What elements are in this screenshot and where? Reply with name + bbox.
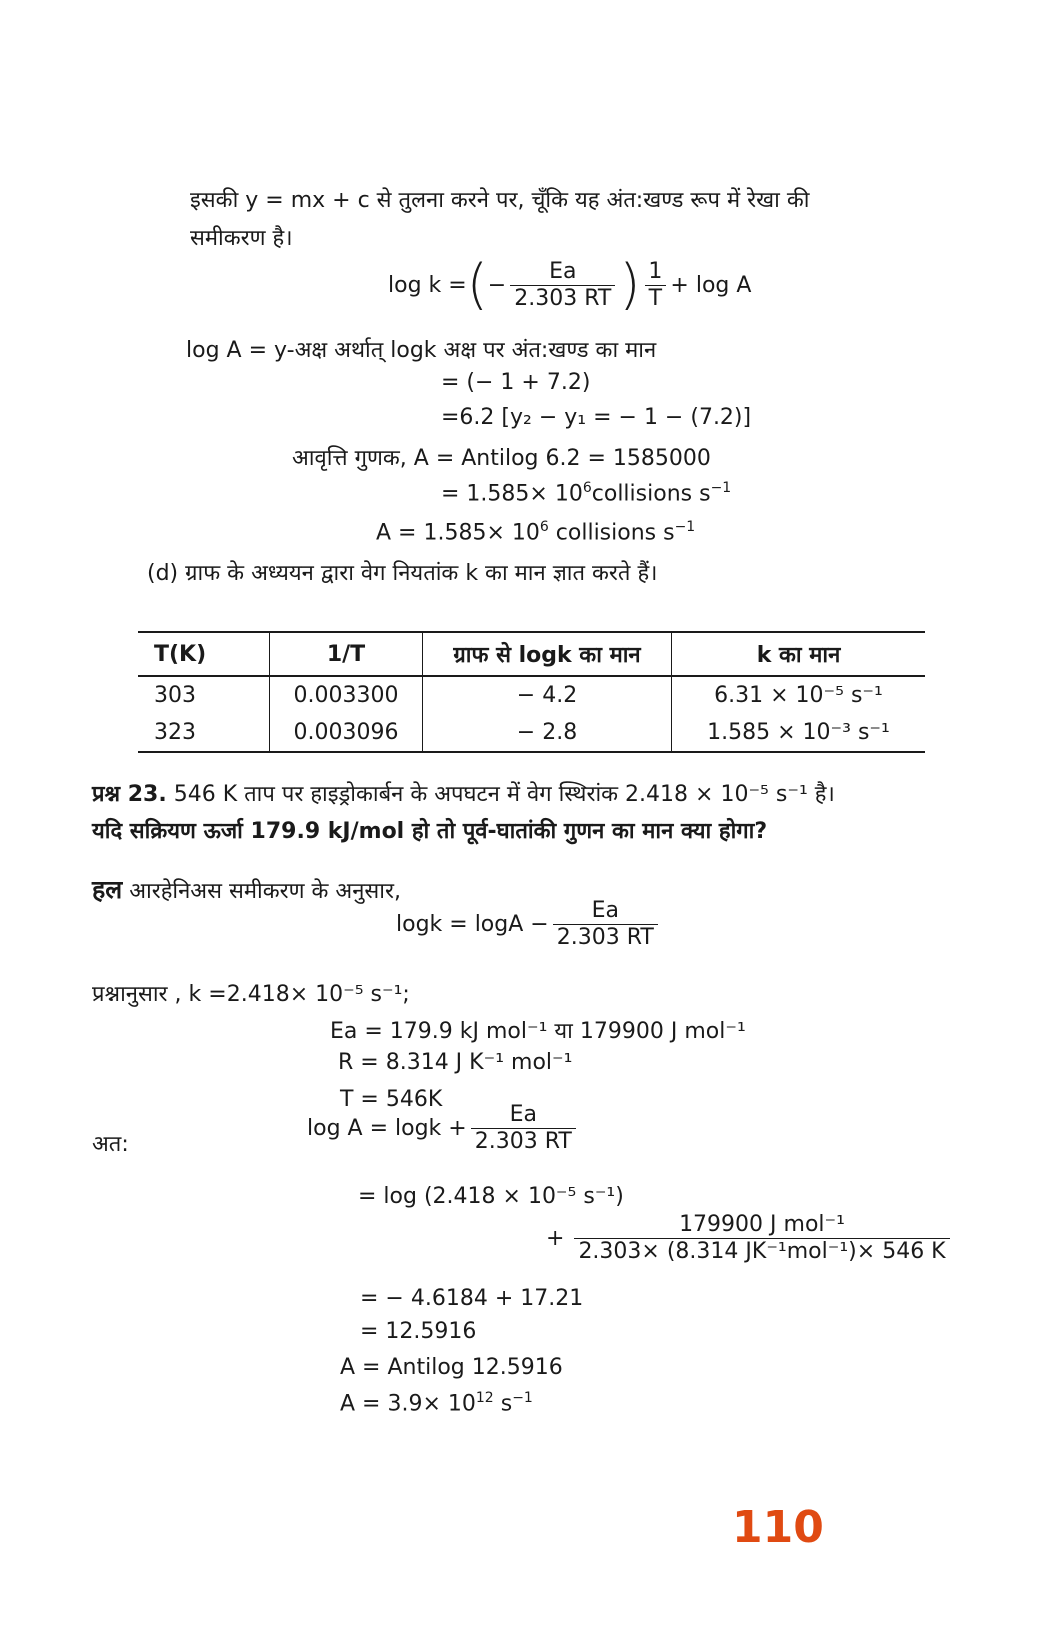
eq1-close-paren: ) [619,253,641,316]
table-row [138,714,925,752]
step7-exp2: −1 [512,1390,533,1406]
step7-pre: A = 3.9× 10 [340,1391,476,1417]
loga-line-1: log A = y-अक्ष अर्थात् logk अक्ष पर अंत:खण्ड का मान [186,338,657,363]
given-k-line [92,978,410,1008]
eq1-reciprocal-t [644,259,666,312]
step6: A = Antilog 12.5916 [340,1355,563,1380]
freq-line-2-post: collisions s [591,481,711,507]
solution-intro [92,872,401,906]
table-row [138,676,925,714]
arrhenius-lhs: logk = logA − [396,912,549,937]
step4: = − 4.6184 + 17.21 [360,1286,584,1311]
eq1-t: T [645,285,666,312]
freq-line-3 [376,519,695,545]
freq-line-2-exp: 6 [582,480,592,496]
step1-denominator: 2.303 RT [471,1128,576,1155]
table-cell: − 2.8 [423,714,672,752]
question-label: प्रश्न 23. [92,782,167,807]
intro-line-2: समीकरण है। [190,226,293,251]
hence-label: अत: [92,1132,129,1157]
table-cell: 0.003096 [270,714,423,752]
given-r: R = 8.314 J K⁻¹ mol⁻¹ [338,1050,573,1075]
arrhenius-fraction [553,898,658,951]
question-text-1: 546 K ताप पर हाइड्रोकार्बन के अपघटन में वेग स्थिरांक 2.418 × 10⁻⁵ s⁻¹ है। [173,782,835,807]
rate-constant-table [138,631,925,753]
eq1-minus: − [487,272,507,298]
step3 [546,1212,954,1265]
part-d-text: (d) ग्राफ के अध्ययन द्वारा वेग नियतांक k का मान ज्ञात करते हैं। [147,561,658,586]
step3-denominator: 2.303× (8.314 JK⁻¹mol⁻¹)× 546 K [574,1238,949,1265]
step3-fraction [574,1212,949,1265]
step5: = 12.5916 [360,1319,477,1344]
given-k: k =2.418× 10⁻⁵ s⁻¹; [188,982,410,1007]
table-cell: 323 [138,714,270,752]
freq-line-2-pre: = 1.585× 10 [441,481,583,507]
step7 [340,1390,533,1416]
step3-numerator: 179900 J mol⁻¹ [679,1212,845,1237]
equation-log-k [388,253,752,316]
step1-numerator: Ea [509,1102,537,1127]
step7-exp: 12 [475,1390,494,1406]
solution-label: हल [92,875,123,904]
freq-line-1: आवृत्ति गुणक, A = Antilog 6.2 = 1585000 [292,446,711,471]
question-line-1 [92,778,835,808]
eq1-lhs: log k = [388,272,467,298]
table-header-reciprocal-t: 1/T [270,632,423,676]
eq1-open-paren: ( [466,253,488,316]
eq1-fraction [510,259,615,312]
freq-line-3-pre: A = 1.585× 10 [376,520,540,546]
table-header-row [138,632,925,676]
eq1-numerator: Ea [549,258,577,284]
table-cell: 1.585 × 10⁻³ s⁻¹ [672,714,926,752]
given-label: प्रश्नानुसार , [92,982,182,1007]
table-cell: 6.31 × 10⁻⁵ s⁻¹ [672,676,926,714]
loga-line-3: =6.2 [y₂ − y₁ = − 1 − (7.2)] [441,405,752,430]
freq-line-3-exp: 6 [539,519,549,535]
table-cell: − 4.2 [423,676,672,714]
eq1-one: 1 [648,258,663,284]
step1-fraction [471,1102,576,1155]
eq1-tail: + log A [670,272,752,298]
arrhenius-denominator: 2.303 RT [553,924,658,951]
table-cell: 303 [154,683,196,708]
freq-line-3-post: collisions s [548,520,675,546]
given-t: T = 546K [340,1087,443,1112]
loga-line-2: = (− 1 + 7.2) [441,370,591,395]
step2: = log (2.418 × 10⁻⁵ s⁻¹) [358,1184,624,1209]
eq1-denominator: 2.303 RT [510,285,615,312]
arrhenius-equation [396,898,662,951]
arrhenius-numerator: Ea [591,898,619,923]
table-header-t: T(K) [138,632,270,676]
given-ea: Ea = 179.9 kJ mol⁻¹ या 179900 J mol⁻¹ [330,1019,746,1044]
step1-equation [307,1102,580,1155]
freq-line-2-exp2: −1 [710,480,732,496]
page-number: 110 [732,1502,824,1553]
freq-line-2 [441,480,731,506]
step1-lhs: log A = logk + [307,1116,467,1141]
table-header-logk: ग्राफ से logk का मान [423,632,672,676]
step7-post: s [493,1391,513,1417]
question-line-2: यदि सक्रियण ऊर्जा 179.9 kJ/mol हो तो पूर्व-घातांकी गुणन का मान क्या होगा? [92,819,768,844]
table-cell: 0.003300 [270,676,423,714]
freq-line-3-exp2: −1 [674,519,696,535]
solution-intro-text: आरहेनिअस समीकरण के अनुसार, [129,879,401,904]
table-header-k: k का मान [672,632,926,676]
step3-plus: + [546,1226,565,1251]
intro-line-1: इसकी y = mx + c से तुलना करने पर, चूँकि यह अंत:खण्ड रूप में रेखा की [190,188,810,213]
